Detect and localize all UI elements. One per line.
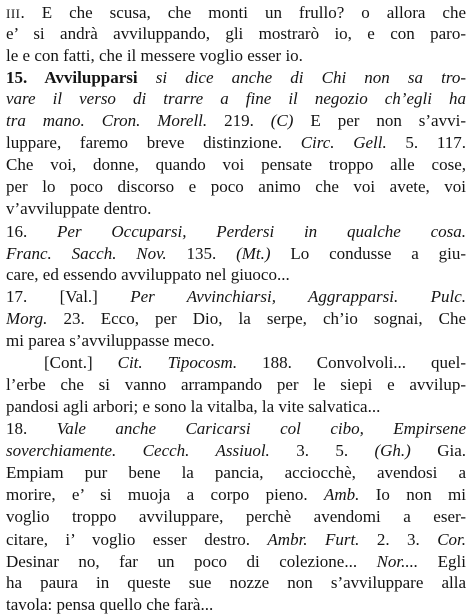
- text-run: 23. Ecco, per Dio, la serpe, ch’io sognai, Che: [47, 309, 466, 328]
- text-run: tra mano. Cron. Morell.: [6, 111, 208, 130]
- text-line: [6, 396, 466, 418]
- text-line: [6, 154, 466, 176]
- text-line: [6, 221, 466, 243]
- text-run: citare, i’ voglio esser destro.: [6, 530, 268, 549]
- text-line: [6, 572, 466, 594]
- text-run: III: [6, 6, 21, 21]
- text-line: [6, 67, 466, 89]
- text-run: Egli: [418, 552, 466, 571]
- text-run: mi parea s’avviluppasse meco.: [6, 331, 215, 350]
- text-line: [6, 529, 466, 551]
- text-run: le e con fatti, che il messere voglio esser io.: [6, 46, 303, 65]
- text-run: 5. 117.: [386, 133, 466, 152]
- text-run: 15. Avvilupparsi: [6, 68, 138, 87]
- text-run: soverchiamente. Cecch. Assiuol.: [6, 441, 270, 460]
- text-run: Lo condusse a giu-: [270, 244, 466, 263]
- text-line: [6, 2, 466, 24]
- text-run: [Cont.]: [44, 353, 118, 372]
- text-run: Che voi, donne, quando voi pensate troppo alle cose,: [6, 155, 466, 174]
- text-run: morire, e’ si muoja a corpo pieno.: [6, 485, 324, 504]
- text-line: [6, 462, 466, 484]
- text-run: 188. Convolvoli... quel-: [237, 353, 466, 372]
- text-run: vare il verso di trarre a fine il negozio ch’egli ha: [6, 89, 466, 108]
- text-line: [6, 45, 466, 67]
- text-line: [6, 594, 466, 616]
- text-run: Desinar no, far un poco di colezione...: [6, 552, 377, 571]
- text-run: Cor.: [437, 530, 466, 549]
- text-run: (Gh.): [374, 441, 411, 460]
- text-run: Ambr. Furt.: [267, 530, 360, 549]
- text-run: Vale anche Caricarsi col cibo, Empirsene: [56, 419, 466, 438]
- text-run: v’avviluppate dentro.: [6, 199, 152, 218]
- text-line: [6, 440, 466, 462]
- text-line: [6, 198, 466, 220]
- text-run: e’ si andrà avviluppando, gli mostrarò io, e con paro-: [6, 24, 466, 43]
- text-run: care, ed essendo avviluppato nel giuoco...: [6, 265, 290, 284]
- text-run: luppare, faremo breve distinzione.: [6, 133, 301, 152]
- text-line: [6, 418, 466, 440]
- text-run: Per Occuparsi, Perdersi in qualche cosa.: [57, 222, 466, 241]
- text-run: Empiam pur bene la pancia, acciocchè, avendosi a: [6, 463, 466, 482]
- text-run: ha paura in queste sue nozze non s’avviluppare alla: [6, 573, 466, 592]
- text-run: (C): [270, 111, 294, 130]
- text-run: 219.: [207, 111, 271, 130]
- text-run: Franc. Sacch. Nov.: [6, 244, 167, 263]
- text-line: [6, 132, 466, 154]
- text-line: [44, 352, 466, 374]
- text-line: [6, 88, 466, 110]
- text-line: [6, 506, 466, 528]
- text-run: pandosi agli arbori; e sono la vitalba, la vite salvatica...: [6, 397, 381, 416]
- text-run: Circ. Gell.: [300, 133, 387, 152]
- text-line: [6, 286, 466, 308]
- text-line: [6, 264, 466, 286]
- text-run: Per Avvinchiarsi, Aggrapparsi. Pulc.: [130, 287, 466, 306]
- text-run: (Mt.): [236, 244, 271, 263]
- text-run: . E che scusa, che monti un frullo? o allora che: [20, 3, 466, 22]
- text-run: 2. 3.: [359, 530, 438, 549]
- text-run: 17. [Val.]: [6, 287, 131, 306]
- text-line: [6, 110, 466, 132]
- text-line: [6, 23, 466, 45]
- text-run: voglio troppo avviluppare, perchè avendomi a eser-: [6, 507, 466, 526]
- text-run: E per non s’avvi-: [293, 111, 466, 130]
- text-line: [6, 243, 466, 265]
- text-line: [6, 484, 466, 506]
- text-run: Amb.: [323, 485, 360, 504]
- text-run: Morg.: [6, 309, 48, 328]
- text-run: 135.: [166, 244, 237, 263]
- text-run: 3. 5.: [269, 441, 375, 460]
- text-run: Cit. Tipocosm.: [117, 353, 238, 372]
- text-line: [6, 551, 466, 573]
- text-run: 18.: [6, 419, 57, 438]
- text-line: [6, 330, 466, 352]
- text-line: [6, 176, 466, 198]
- text-run: Io non mi: [359, 485, 466, 504]
- text-run: Nor....: [376, 552, 419, 571]
- text-run: 16.: [6, 222, 58, 241]
- text-run: si dice anche di Chi non sa tro-: [137, 68, 466, 87]
- text-line: [6, 374, 466, 396]
- text-run: tavola: pensa quello che farà...: [6, 595, 214, 614]
- text-run: l’erbe che si vanno arrampando per le siepi e avvilup-: [6, 375, 466, 394]
- text-line: [6, 308, 466, 330]
- text-run: Gia.: [410, 441, 466, 460]
- text-run: per lo poco discorso e poco animo che voi avete, voi: [6, 177, 466, 196]
